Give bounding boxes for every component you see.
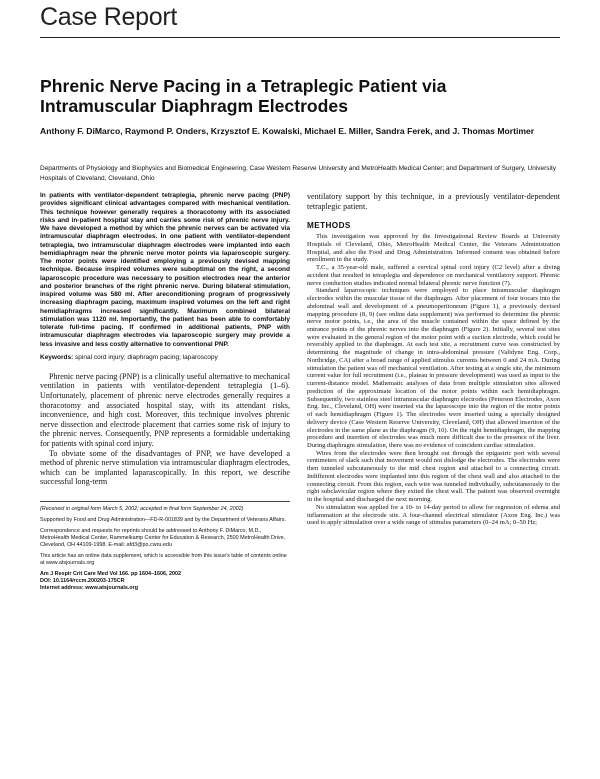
methods-section bbox=[307, 233, 560, 527]
correspondence-note: Correspondence and requests for reprints should be addressed to Anthony F. DiMarco, M.D., MetroHealth Medical Center, Rammelkamp Center for Education & Research, 2500 MetroHealth Drive, Cleveland, OH 44109-1998. E-mail: afd3@po.cwru.edu bbox=[40, 528, 286, 549]
introduction bbox=[40, 372, 290, 487]
methods-heading: METHODS bbox=[307, 221, 351, 231]
keywords-text: spinal cord injury; diaphragm pacing; laparoscopy bbox=[75, 353, 218, 361]
abstract: In patients with ventilator-dependent tetraplegia, phrenic nerve pacing (PNP) provides significant clinical advantages compared with mechanical ventilation. This technique however generally requires a thoracotomy with its associated risks and in-patient hospital stay and carries some risk of phrenic nerve injury. We have developed a method by which the phrenic nerves can be activated via intramuscular diaphragm electrodes. In one patient with ventilator-dependent tetraplegia, two intramuscular diaphragm electrodes were implanted into each hemidiaphragm near the phrenic nerve motor points via laparoscopic surgery. The motor points were identified employing a previously devised mapping technique. Because inspired volumes were suboptimal on the right, a second laparoscopic procedure was necessary to position electrodes near the anterior and posterior branches of the right phrenic nerve. During bilateral stimulation, inspired volume was 580 ml. After areconditioning program of progressively increasing diaphragm pacing, maximum inspired volumes on the left and right hemidiaphragms increased significantly. Maximum combined bilateral stimulation was 1120 ml. Importantly, the patient has been able to comfortably tolerate full-time pacing. If confirmed in additional patients, PNP with intramuscular diaphragm electrodes via laparoscopic surgery may provide a less invasive and less costly alternative to conventional PNP. bbox=[40, 192, 290, 348]
left-column bbox=[40, 192, 290, 592]
article-title: Phrenic Nerve Pacing in a Tetraplegic Patient via Intramuscular Diaphragm Electrodes bbox=[40, 76, 447, 116]
doi: DOI: 10.1164/rccm.200203-175CR bbox=[40, 577, 125, 584]
journal-citation: Am J Respir Crit Care Med Vol 166. pp 1604–1606, 2002 bbox=[40, 570, 182, 577]
methods-paragraph: No stimulation was applied for a 10- to 14-day period to allow for regression of edema and inflammation at the electrode site. A four-channel electrical stimulator (Axon Eng. Inc.) was used to apply stimulation over a wide range of stimulus parameters (0–24 mA; 0–50 Hz; bbox=[307, 503, 560, 527]
right-column bbox=[307, 192, 560, 527]
methods-paragraph: T.C., a 35-year-old male, suffered a cervical spinal cord injury (C2 level) after a diving accident that resulted in tetraplegia and dependence on mechanical ventilatory support. Phrenic nerve conduction studies indicated normal bilateral phrenic nerve function (7). bbox=[307, 264, 560, 287]
methods-paragraph: Standard laparoscopic techniques were employed to place intramuscular diaphragm electrodes within the muscular tissue of the diaphragm. After placement of four trocars into the abdominal wall and development of a pneumoperitoneum (Figure 1), a previously devised mapping procedure (8, 9) (see online data supplement) was performed to determine the phrenic nerve motor points, i.e., the area of the muscle contained within the space defined by the entrance points of the phrenic nerves into the diaphragm (Figure 2). Initially, several test sites were evaluated in the general region of the motor point with a suction electrode, which could be reversibly applied to the diaphragm. At each test site, a recruitment curve was constructed by determining the magnitude of change in intra-abdominal pressure (Validyne Eng. Corp., Northridge, CA) after a broad range of applied stimulus currents between 0 and 24 mA. During stimulation the patient was off mechanical ventilation. After testing at a single site, the minimum current value for full recruitment (i.e., plateau in pressure development) was used as input to the current-distance model. Mathematic analyses of data from multiple stimulation sites allowed prediction of the approximate location of the motor points within each hemidiaphragm. Subsequently, two stainless steel intramuscular diaphragm electrodes (Peterson Electrodes, Axon Eng. Inc., Cleveland, OH) were inserted via the laparoscope into the region of the motor points of each hemidiaphragm (Figure 1). The electrodes were inserted using a specially designed delivery device (Case Western Reserve University, Cleveland, OH) that allowed insertion of the electrodes in the same plane as the diaphragm (9, 10). On the right hemidiaphragm, the mapping procedure and insertion of electrodes was much more difficult due to the presence of the liver. During diaphragm stimulation, there was no evidence of coincident cardiac stimulation. bbox=[307, 287, 560, 450]
internet-address: Internet address: www.atsjournals.org bbox=[40, 584, 139, 591]
footnote-rule bbox=[40, 501, 290, 502]
affiliation: Departments of Physiology and Biophysics and Biomedical Engineering, Case Western Reserve University and MetroHealth Medical Center; and Department of Surgery, University Hospitals of Cleveland, Cleveland, Ohio bbox=[40, 165, 557, 182]
supplement-note: This article has an online data supplement, which is accessible from this issue's table of contents online at www.atsjournals.org bbox=[40, 553, 287, 567]
header-rule bbox=[40, 37, 560, 38]
keywords bbox=[40, 353, 290, 362]
author-list: Anthony F. DiMarco, Raymond P. Onders, Krzysztof E. Kowalski, Michael E. Miller, Sandra Ferek, and J. Thomas Mortimer bbox=[40, 126, 535, 136]
intro-paragraph: Phrenic nerve pacing (PNP) is a clinically useful alternative to mechanical ventilation in patients with ventilator-dependent tetraplegia (1–6). Unfortunately, placement of phrenic nerve electrodes generally requires a thoracotomy and associated hospital stay, with its attendant risks, inconvenience, and high cost. Moreover, this technique involves phrenic nerve dissection and electrode placement that carries some risk of injury to the phrenic nerves. Consequently, PNP represents a formidable undertaking for patients with spinal cord injury. bbox=[40, 371, 290, 448]
keywords-label: Keywords: bbox=[40, 353, 74, 361]
methods-paragraph: This investigation was approved by the Investigational Review Boards at University Hospitals of Cleveland, Ohio, MetroHealth Medical Center, the Veterans Administration Hospital, and also the Food and Drug Administration. Informed consent was obtained before enrollment in the study. bbox=[307, 233, 560, 264]
support-note: Supported by Food and Drug Administration—FD-R-001839 and by the Department of Veterans Affairs. bbox=[40, 516, 286, 523]
intro-paragraph: To obviate some of the disadvantages of PNP, we have developed a method of phrenic nerve stimulation via intramuscular diaphragm electrodes, which can be implanted laparascopically. In this report, we describe successful long-term bbox=[40, 448, 290, 487]
received-note: (Received in original form March 5, 2002; accepted in final form September 24, 2002) bbox=[40, 505, 244, 512]
section-label: Case Report bbox=[40, 3, 178, 31]
intro-continuation: ventilatory support by this technique, in a previously ventilator-dependent tetraplegic patient. bbox=[307, 192, 560, 211]
methods-paragraph: Wires from the electrodes were then brought out through the epigastric port with several centimeters of slack such that movement would not dislodge the electrodes. The electrodes were then tunneled subcutaneously to the mid chest region and attached to a connecting circuit. Indifferent electrodes were implanted into this region of the chest wall and also attached to the connecting circuit. From this region, each wire was tunneled individually, subcutaneously to the right subclavicular region where they exited the chest wall. The patient was observed overnight in the hospital and discharged the next morning. bbox=[307, 449, 560, 504]
